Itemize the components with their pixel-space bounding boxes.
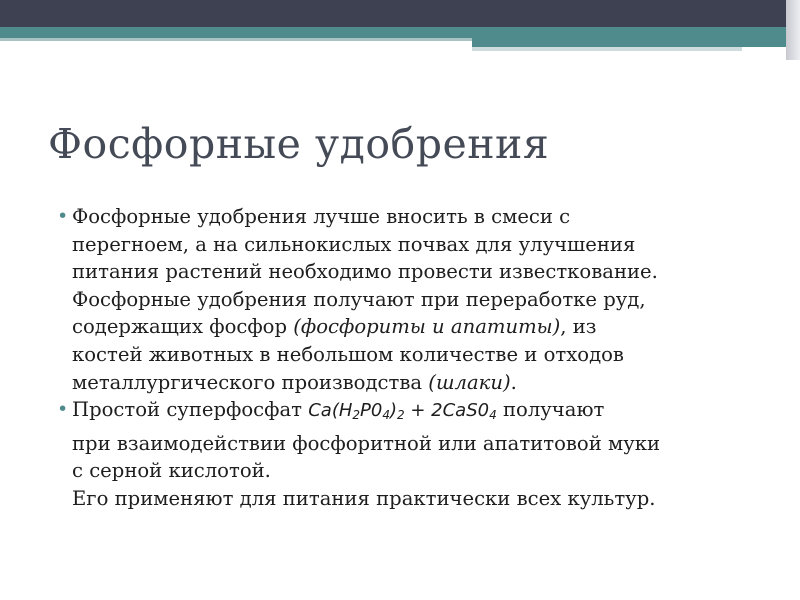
italic-term: (фосфориты и апатиты) — [293, 315, 561, 339]
bullet-line: с серной кислотой. — [72, 459, 271, 483]
formula-part: P0 — [360, 400, 383, 422]
bullet-line — [72, 313, 776, 341]
bullet-line — [72, 369, 776, 397]
bullet-line — [72, 396, 776, 430]
formula-subscript: 4 — [382, 408, 390, 423]
formula-subscript: 2 — [352, 408, 361, 423]
text-run: Простой суперфосфат — [72, 398, 309, 422]
header-teal-band — [0, 27, 786, 38]
header-pale-strip — [472, 47, 742, 51]
formula-part: ) — [389, 400, 397, 422]
text-run: , из — [560, 315, 597, 339]
slide-title: Фосфорные удобрения — [48, 120, 550, 168]
text-run: содержащих фосфор — [72, 315, 294, 339]
bullet-dot-icon: • — [57, 398, 69, 421]
bullet-list — [56, 203, 776, 513]
header-dark-bar — [0, 0, 786, 27]
bullet-line: питания растений необходимо провести известкование. — [72, 260, 658, 284]
header-light-strip — [0, 38, 472, 41]
bullet-line: Фосфорные удобрения получают при переработке руд, — [72, 287, 646, 311]
formula-part: + 2CaS0 — [404, 400, 490, 422]
bullet-line: костей животных в небольшом количестве и отходов — [72, 342, 624, 366]
formula-subscript: 2 — [397, 408, 405, 423]
bullet-line: перегноем, а на сильнокислых почвах для улучшения — [72, 232, 636, 256]
text-run: получают — [496, 398, 605, 422]
slide-edge-shadow — [786, 0, 800, 60]
text-run: . — [510, 370, 517, 394]
italic-term: (шлаки) — [428, 370, 511, 394]
header-teal-strip — [472, 38, 786, 47]
bullet-line: Фосфорные удобрения лучше вносить в смеси с — [72, 205, 571, 228]
bullet-dot-icon: • — [57, 205, 69, 227]
formula-part: Ca(H — [308, 400, 353, 422]
bullet-item-2 — [56, 396, 776, 512]
formula-subscript: 4 — [489, 408, 497, 423]
text-run: металлургического производства — [72, 370, 429, 394]
bullet-line: Его применяют для питания практически всех культур. — [72, 486, 656, 510]
bullet-line: при взаимодействии фосфоритной или апатитовой муки — [72, 431, 661, 455]
bullet-item-1 — [56, 203, 776, 396]
chemical-formula — [308, 400, 497, 421]
